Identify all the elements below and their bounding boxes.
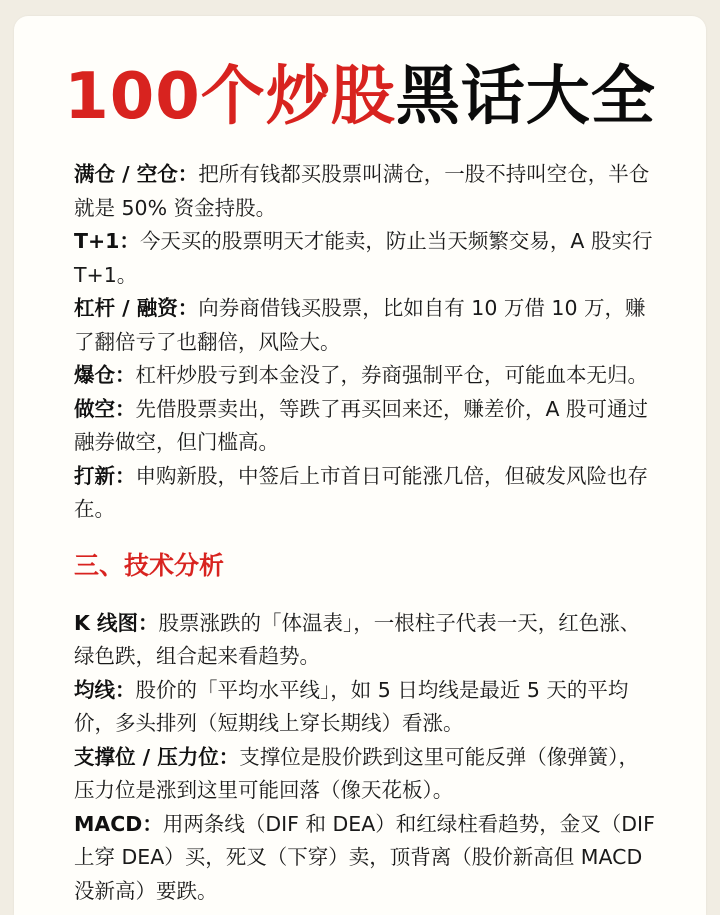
entry-desc: 用两条线（DIF 和 DEA）和红绿柱看趋势，金叉（DIF 上穿 DEA）买，死叉（下穿）卖，顶背离（股价新高但 MACD 没新高）要跌。 <box>74 811 655 903</box>
entry-desc: 今天买的股票明天才能卖，防止当天频繁交易，A 股实行 T+1。 <box>74 229 653 287</box>
glossary-entry <box>74 674 658 741</box>
glossary-entry <box>74 225 658 292</box>
entry-term: 爆仓： <box>74 363 136 387</box>
entry-term: T+1： <box>74 229 140 253</box>
glossary-entry <box>74 158 658 225</box>
entry-desc: 股票涨跌的「体温表」，一根柱子代表一天，红色涨、绿色跌，组合起来看趋势。 <box>74 610 641 668</box>
glossary-entry <box>74 741 658 808</box>
glossary-entry <box>74 359 658 393</box>
title-red-part: 100个炒股 <box>64 60 396 134</box>
entry-desc: 申购新股，中签后上市首日可能涨几倍，但破发风险也存在。 <box>74 463 648 521</box>
entry-term: MACD： <box>74 811 163 836</box>
entry-desc: 杠杆炒股亏到本金没了，券商强制平仓，可能血本无归。 <box>135 363 648 387</box>
entry-desc: 把所有钱都买股票叫满仓，一股不持叫空仓，半仓就是 50% 资金持股。 <box>74 162 650 220</box>
entry-desc: 支撑位是股价跌到这里可能反弹（像弹簧），压力位是涨到这里可能回落（像天花板）。 <box>74 744 640 802</box>
entry-term: 杠杆 / 融资： <box>74 296 199 320</box>
section-heading: 三、技术分析 <box>74 550 225 580</box>
glossary-entry <box>74 808 658 909</box>
entry-desc: 先借股票卖出，等跌了再买回来还，赚差价，A 股可通过融券做空，但门槛高。 <box>74 396 649 454</box>
title-black-part: 黑话大全 <box>395 60 656 134</box>
entry-term: 做空： <box>74 396 136 421</box>
page-title <box>0 54 720 140</box>
entry-term: 支撑位 / 压力位： <box>74 744 240 769</box>
glossary-entry <box>74 460 658 527</box>
entry-term: 满仓 / 空仓： <box>74 162 199 186</box>
article-body <box>74 158 658 908</box>
entry-term: 均线： <box>74 677 136 702</box>
glossary-entry <box>74 393 658 460</box>
entry-desc: 股价的「平均水平线」，如 5 日均线是最近 5 天的平均价，多头排列（短期线上穿长期线）看涨。 <box>74 677 629 735</box>
glossary-entry <box>74 292 658 359</box>
entry-desc: 向券商借钱买股票，比如自有 10 万借 10 万，赚了翻倍亏了也翻倍，风险大。 <box>74 296 646 354</box>
entry-term: 打新： <box>74 463 136 488</box>
entry-term: K 线图： <box>74 610 159 635</box>
glossary-entry <box>74 607 658 674</box>
